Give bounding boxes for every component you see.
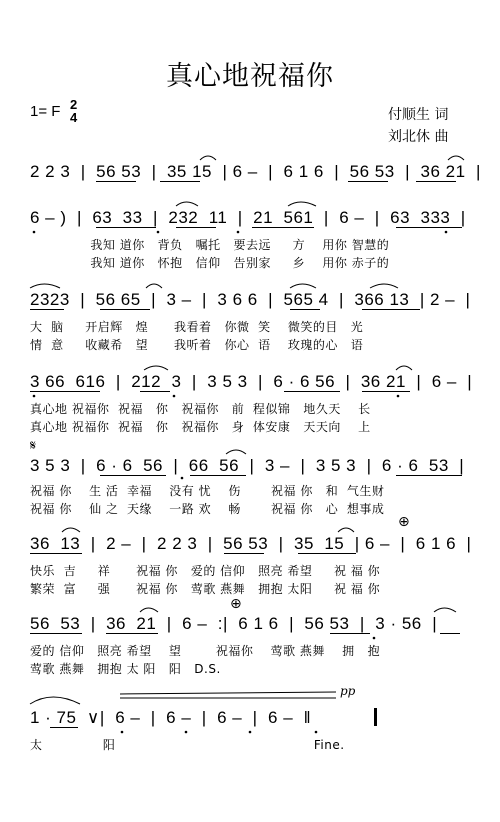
slur (30, 284, 60, 288)
lyric-row-5-verse-1: 祝福 你 生 活 幸福 没有 忧 伤 祝福 你 和 气生财 (30, 484, 385, 498)
coda-icon-2: ⊕ (230, 596, 242, 612)
slur (396, 366, 412, 370)
meter-bottom: 4 (70, 110, 78, 125)
lyric-row-3-verse-2: 情 意 收藏希 望 我听着 你心 语 玫瑰的心 语 (30, 338, 364, 352)
notation-row-1: 2 2 3 | 56 53 | 35 15 | 6 – | 6 1 6 | 56 53 | 36 21 | (30, 162, 481, 181)
notation-row-3: 2323 | 56 65 | 3 – | 3 6 6 | 565 4 | 366 13 | 2 – | (30, 290, 471, 309)
slur (288, 202, 316, 206)
lyric-row-5-verse-2: 祝福 你 仙 之 天缘 一路 欢 畅 祝福 你 心 想事成 (30, 502, 385, 516)
slur (30, 697, 80, 704)
dynamic-marking: pp (340, 684, 356, 698)
lyric-row-8: 太 阳 Fine. (30, 738, 345, 752)
lyric-row-4-verse-1: 真心地 祝福你 祝福 你 祝福你 前 程似锦 地久天 长 (30, 402, 371, 416)
lyric-row-7-verse-1: 爱的 信仰 照亮 希望 望 祝福你 莺歌 燕舞 拥 抱 (30, 644, 381, 658)
segno-icon: 𝄋 (30, 438, 37, 454)
notation-row-5: 3 5 3 | 6 · 6 56 | 66 56 | 3 – | 3 5 3 | 6 · 6 53 | (30, 456, 465, 475)
slur (140, 608, 158, 612)
notation-row-2: 6 – ) | 63 33 | 232 11 | 21 561 | 6 – | 63 333 | (30, 208, 466, 227)
notation-row-6: 36 13 | 2 – | 2 2 3 | 56 53 | 35 15 | 6 – | 6 1 6 | (30, 534, 472, 553)
lyric-row-2-verse-1: 我知 道你 背负 嘱托 要去远 方 用你 智慧的 (30, 238, 390, 252)
slur (146, 284, 162, 288)
lyric-row-2-verse-2: 我知 道你 怀抱 信仰 告别家 乡 用你 赤子的 (30, 256, 390, 270)
song-title: 真心地祝福你 (166, 61, 334, 92)
lyric-row-3-verse-1: 大 脑 开启辉 煌 我看着 你微 笑 微笑的目 光 (30, 320, 364, 334)
coda-icon: ⊕ (398, 514, 410, 530)
notation-row-7: 56 53 | 36 21 | 6 – :| 6 1 6 | 56 53 | 3 · 56 | (30, 614, 438, 633)
slur (290, 284, 316, 288)
slur (200, 156, 216, 160)
slur (338, 528, 354, 532)
slur (62, 528, 80, 532)
slur (448, 156, 464, 160)
lyric-row-7-verse-2: 莺歌 燕舞 拥抱 太 阳 阳 D.S. (30, 662, 221, 676)
lyric-row-6-verse-2: 繁荣 富 强 祝福 你 莺歌 燕舞 拥抱 太阳 祝 福 你 (30, 582, 381, 596)
lyric-row-6-verse-1: 快乐 吉 祥 祝福 你 爱的 信仰 照亮 希望 祝 福 你 (30, 564, 381, 578)
slur (176, 202, 198, 206)
slur (434, 608, 456, 612)
slur (226, 450, 246, 454)
slur (144, 366, 168, 370)
meter-top: 2 (70, 97, 78, 112)
notation-row-8: 1 · 75 ∨| 6 – | 6 – | 6 – | 6 – ‖ (30, 708, 312, 727)
composer-credit: 刘北休 曲 (388, 129, 449, 145)
lyricist-credit: 付顺生 词 (388, 107, 449, 123)
notation-row-4: 3 66 616 | 212 3 | 3 5 3 | 6 · 6 56 | 36 21 | 6 – | (30, 372, 473, 391)
key-signature: 1= F (30, 103, 61, 120)
lyric-row-4-verse-2: 真心地 祝福你 祝福 你 祝福你 身 体安康 天天向 上 (30, 420, 371, 434)
slur (370, 284, 398, 288)
